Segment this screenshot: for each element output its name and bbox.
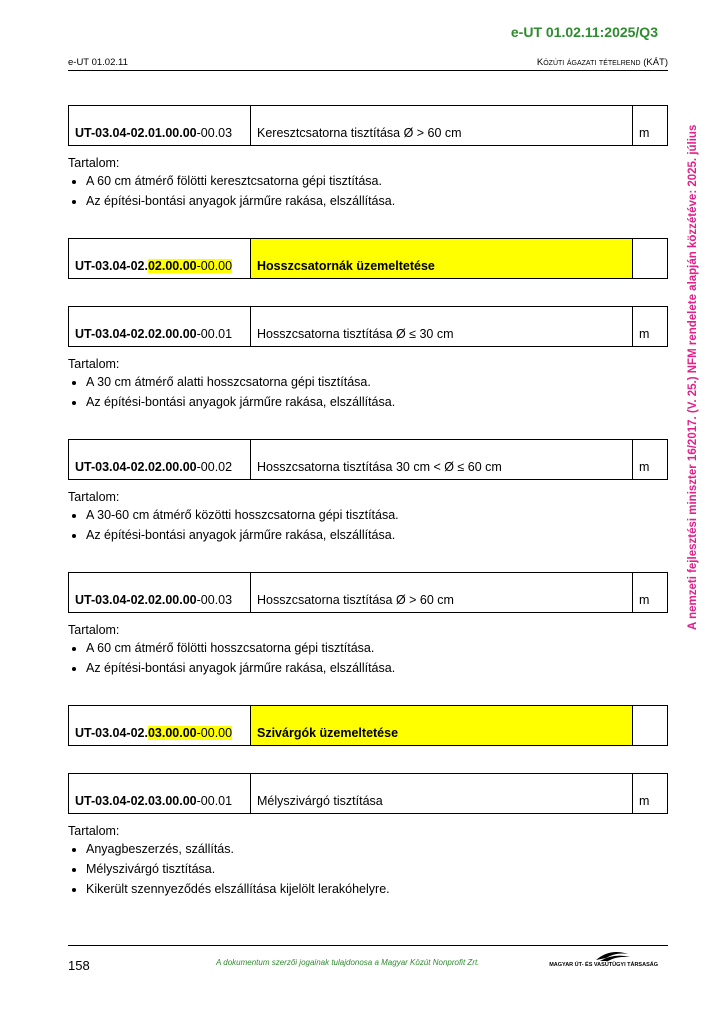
header-right: Közúti ágazati tételrend (KÁT) [536,57,668,68]
item-table [68,572,668,613]
item-table [68,105,668,146]
bullet-list [68,375,668,409]
item-code: UT-03.04-02.02.00.00-00.02 [69,440,251,480]
item-block [68,105,668,208]
item-block [68,439,668,542]
item-unit: m [633,106,668,146]
list-item: • Az építési-bontási anyagok járműre rakása, elszállítása. [86,395,668,409]
list-item: • A 60 cm átmérő fölötti keresztcsatorna gépi tisztítása. [86,174,668,188]
item-title: Hosszcsatorna tisztítása 30 cm < Ø ≤ 60 cm [251,440,633,480]
footer-rule [68,945,668,946]
side-note: A nemzeti fejlesztési miniszter 16/2017. (V. 25.) NFM rendelete alapján közzétéve: 2025. július [687,124,699,630]
group-title: Szivárgók üzemeltetése [251,706,633,746]
list-item: • Mélyszivárgó tisztítása. [86,862,668,876]
footer-copyright: A dokumentum szerzői jogainak tulajdonosa a Magyar Közút Nonprofit Zrt. [216,958,480,967]
list-item: • A 60 cm átmérő fölötti hosszcsatorna gépi tisztítása. [86,641,668,655]
item-title: Hosszcsatorna tisztítása Ø > 60 cm [251,573,633,613]
group-code: UT-03.04-02.03.00.00-00.00 [69,706,251,746]
group-table [68,238,668,279]
group-block [68,705,668,746]
list-item: • Az építési-bontási anyagok járműre rakása, elszállítása. [86,194,668,208]
item-unit: m [633,573,668,613]
content [68,105,668,902]
item-block [68,572,668,675]
list-item: • Az építési-bontási anyagok járműre rakása, elszállítása. [86,528,668,542]
item-table [68,439,668,480]
list-item: • A 30 cm átmérő alatti hosszcsatorna gépi tisztítása. [86,375,668,389]
item-title: Hosszcsatorna tisztítása Ø ≤ 30 cm [251,307,633,347]
tartalom-label: Tartalom: [68,824,120,838]
item-code: UT-03.04-02.02.00.00-00.01 [69,307,251,347]
group-unit [633,706,668,746]
item-unit: m [633,774,668,814]
page-number: 158 [68,958,90,973]
item-code: UT-03.04-02.02.00.00-00.03 [69,573,251,613]
tartalom-label: Tartalom: [68,357,120,371]
bullet-list [68,174,668,208]
list-item: • Az építési-bontási anyagok járműre rakása, elszállítása. [86,661,668,675]
list-item: • Anyagbeszerzés, szállítás. [86,842,668,856]
group-code: UT-03.04-02.02.00.00-00.00 [69,239,251,279]
tartalom-label: Tartalom: [68,623,120,637]
list-item: • A 30-60 cm átmérő közötti hosszcsatorna gépi tisztítása. [86,508,668,522]
item-code: UT-03.04-02.01.00.00-00.03 [69,106,251,146]
group-table [68,705,668,746]
item-block [68,306,668,409]
company-logo-icon [566,948,658,972]
group-block [68,238,668,279]
item-title: Keresztcsatorna tisztítása Ø > 60 cm [251,106,633,146]
group-title: Hosszcsatornák üzemeltetése [251,239,633,279]
item-unit: m [633,307,668,347]
item-table [68,306,668,347]
doc-code: e-UT 01.02.11:2025/Q3 [510,24,658,40]
list-item: • Kikerült szennyeződés elszállítása kijelölt lerakóhelyre. [86,882,668,896]
header-rule [68,70,668,71]
logo-text: MAGYAR ÚT- ÉS VASÚTÜGYI TÁRSASÁG [549,962,658,968]
bullet-list [68,508,668,542]
item-unit: m [633,440,668,480]
tartalom-label: Tartalom: [68,156,120,170]
group-unit [633,239,668,279]
bullet-list [68,641,668,675]
item-block [68,773,668,896]
item-title: Mélyszivárgó tisztítása [251,774,633,814]
item-code: UT-03.04-02.03.00.00-00.01 [69,774,251,814]
item-table [68,773,668,814]
header-left: e-UT 01.02.11 [68,57,128,68]
bullet-list [68,842,668,896]
tartalom-label: Tartalom: [68,490,120,504]
